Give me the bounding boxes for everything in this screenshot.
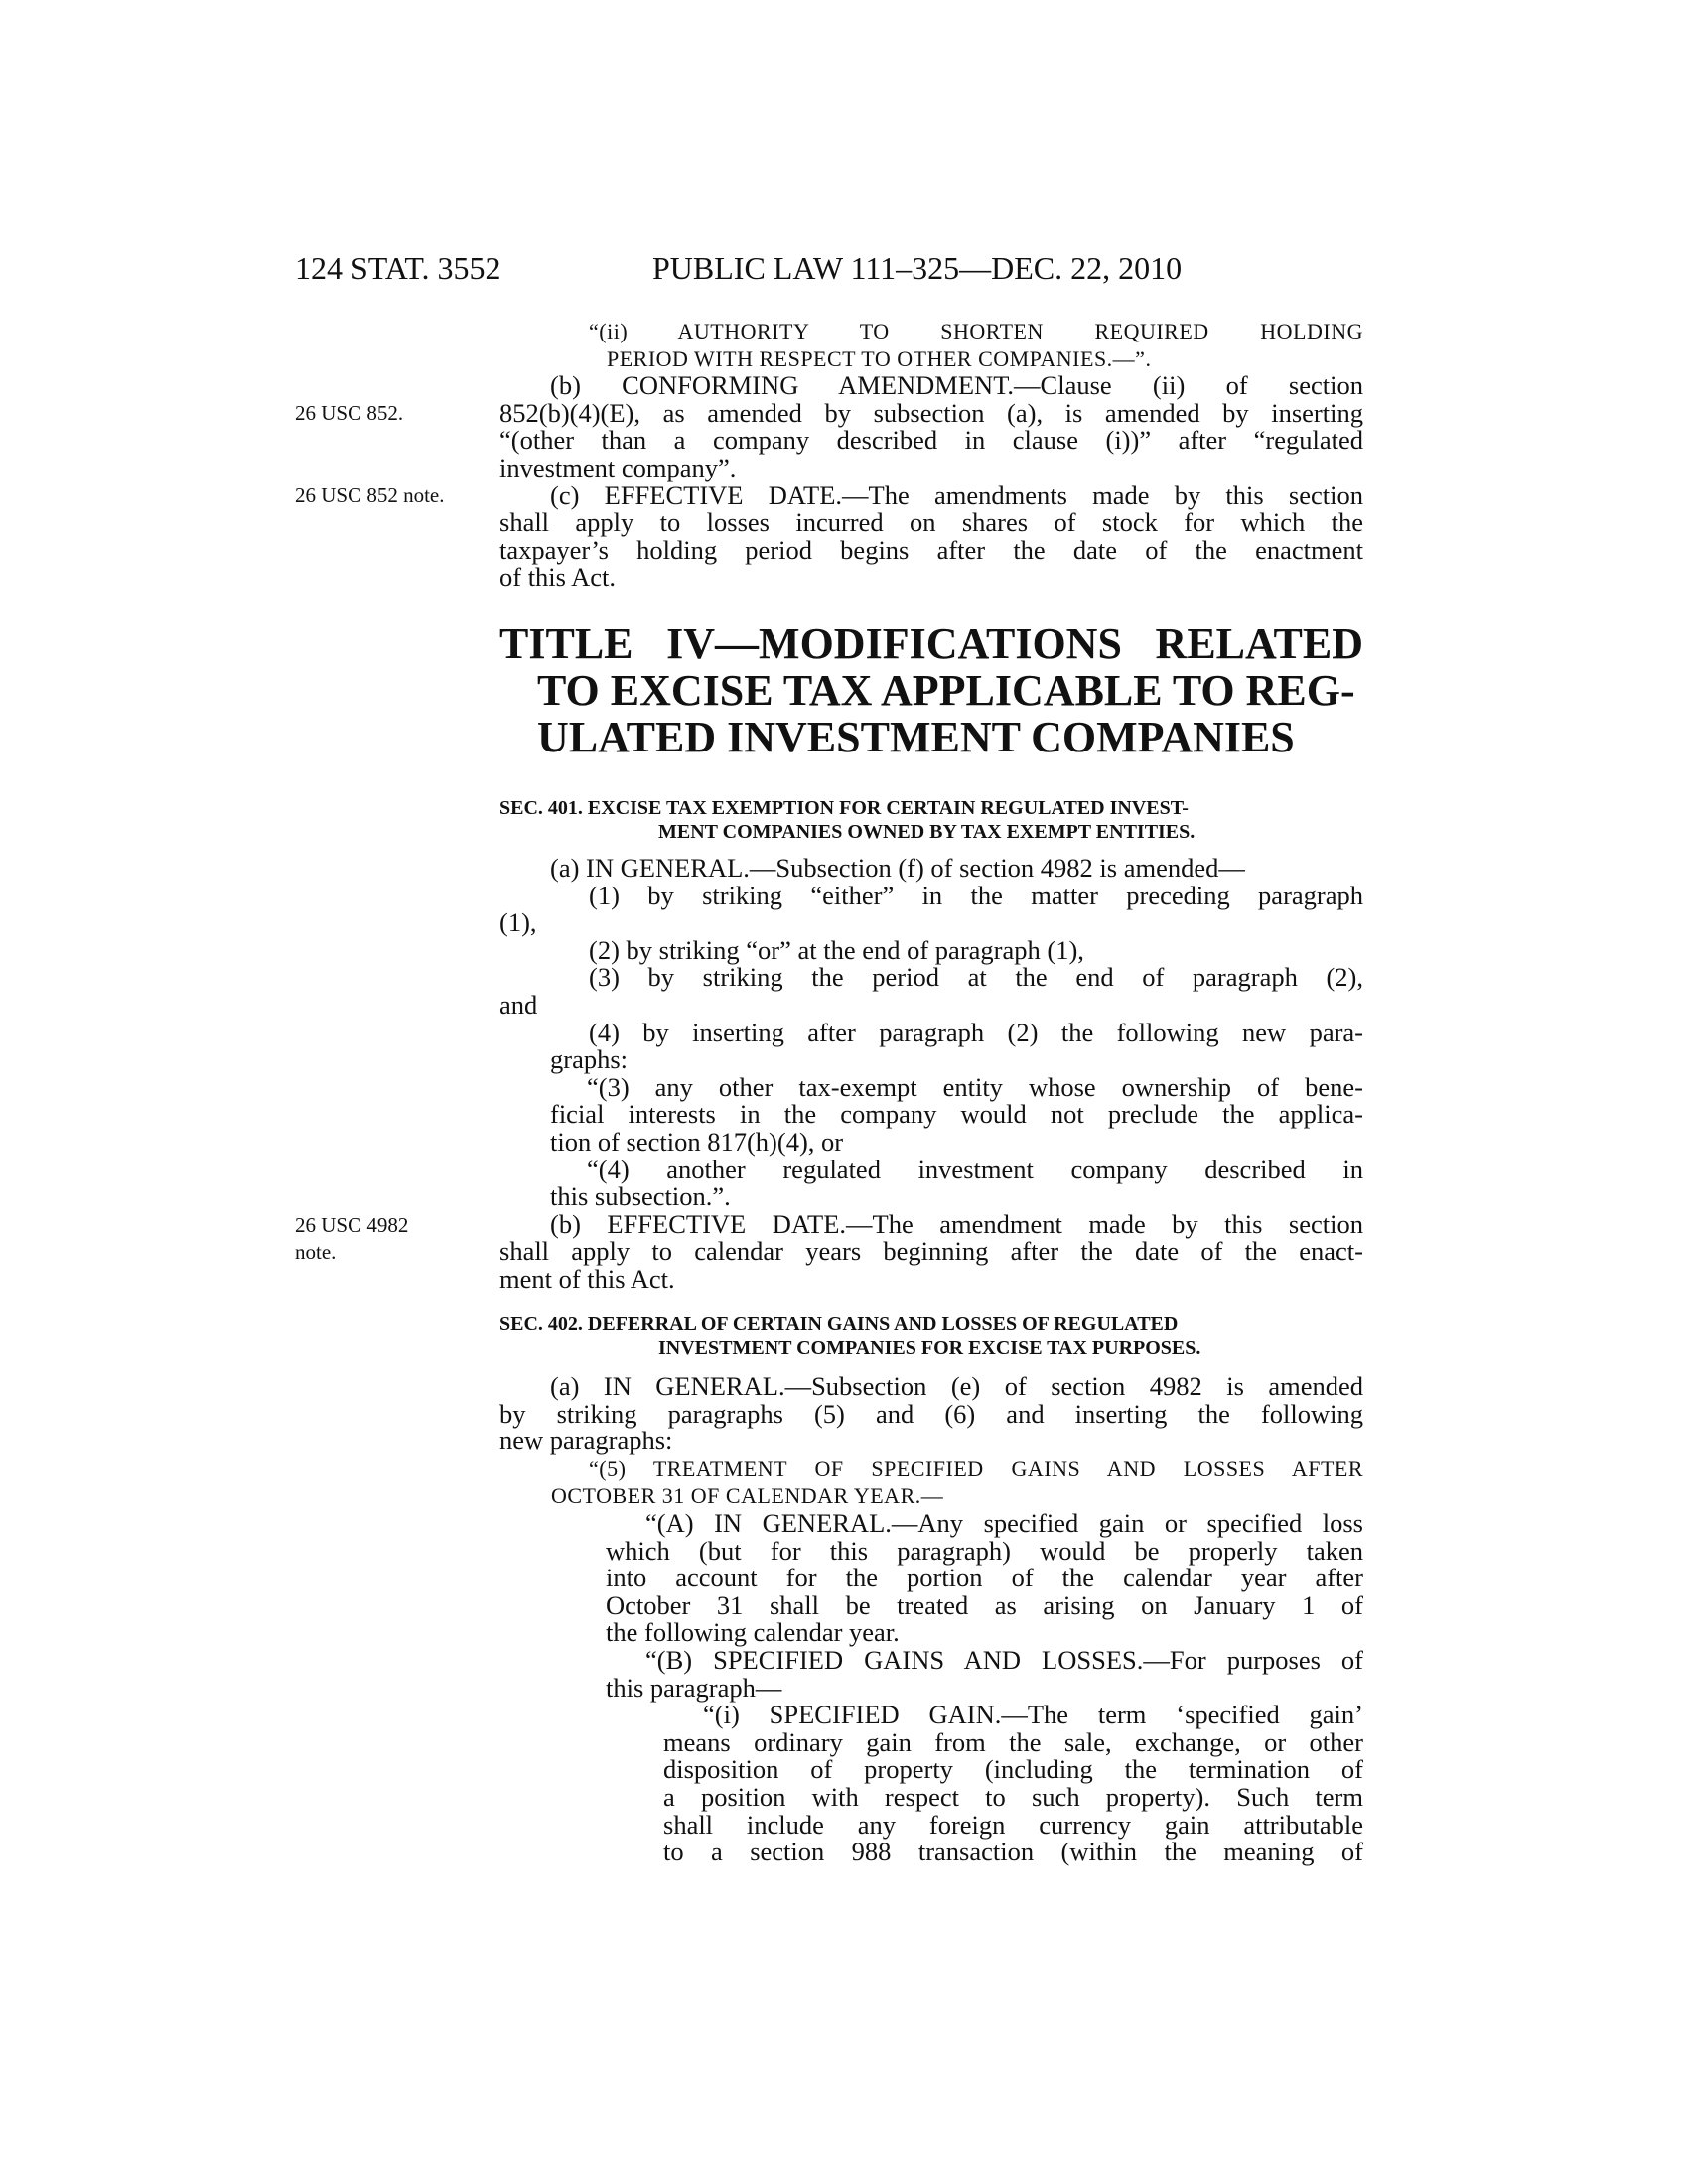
section-heading-line: MENT COMPANIES OWNED BY TAX EXEMPT ENTITIES. xyxy=(658,821,1196,843)
text-line: which (but for this paragraph) would be properly taken xyxy=(606,1535,1363,1566)
margin-note-usc-852: 26 USC 852. xyxy=(295,401,404,425)
text-line: (b) EFFECTIVE DATE.—The amendment made by this section xyxy=(550,1208,1363,1239)
text-line: (c) EFFECTIVE DATE.—The amendments made by this section xyxy=(550,479,1363,510)
margin-note-usc-4982-note xyxy=(295,1212,464,1266)
text-line: shall apply to losses incurred on shares of stock for which the xyxy=(499,507,1363,538)
title-line: TITLE IV—MODIFICATIONS RELATED xyxy=(499,619,1363,668)
text-line: this subsection.”. xyxy=(550,1181,731,1212)
text-line: “(ii) AUTHORITY TO SHORTEN REQUIRED HOLDING xyxy=(589,319,1363,343)
text-line: into account for the portion of the calendar year after xyxy=(606,1563,1363,1593)
section-heading-402 xyxy=(499,1312,1363,1360)
text-line: “(B) SPECIFIED GAINS AND LOSSES.—For purposes of xyxy=(645,1644,1363,1675)
text-line: a position with respect to such property). Such term xyxy=(663,1781,1363,1812)
text-line: OCTOBER 31 OF CALENDAR YEAR.— xyxy=(551,1483,944,1509)
section-heading-401 xyxy=(499,796,1363,844)
text-line: (b) CONFORMING AMENDMENT.—Clause (ii) of section xyxy=(550,370,1363,401)
text-line: (3) by striking the period at the end of paragraph (2), xyxy=(589,962,1363,993)
title-line: ULATED INVESTMENT COMPANIES xyxy=(537,713,1295,761)
text-line: taxpayer’s holding period begins after the date of the enactment xyxy=(499,534,1363,565)
section-402-body xyxy=(499,1373,1363,1866)
text-line: shall include any foreign currency gain attributable xyxy=(663,1809,1363,1840)
text-line: new paragraphs: xyxy=(499,1426,673,1456)
text-line: to a section 988 transaction (within the meaning of xyxy=(663,1837,1363,1867)
text-line: the following calendar year. xyxy=(606,1617,900,1648)
section-401-body xyxy=(499,855,1363,1294)
text-line: disposition of property (including the termination of xyxy=(663,1754,1363,1785)
margin-note-line: 26 USC 4982 xyxy=(295,1213,409,1237)
page-stat-number: 124 STAT. 3552 xyxy=(295,250,501,286)
text-line: October 31 shall be treated as arising on January 1 of xyxy=(606,1589,1363,1620)
text-line: ficial interests in the company would not preclude the applica- xyxy=(550,1099,1363,1130)
text-line: and xyxy=(499,989,538,1020)
text-line: (4) by inserting after paragraph (2) the following new para- xyxy=(589,1017,1363,1047)
title-line: TO EXCISE TAX APPLICABLE TO REG- xyxy=(537,666,1355,715)
running-head: PUBLIC LAW 111–325—DEC. 22, 2010 xyxy=(652,250,1183,286)
text-line: 852(b)(4)(E), as amended by subsection (a), is amended by inserting xyxy=(499,397,1363,428)
text-line: shall apply to calendar years beginning after the date of the enact- xyxy=(499,1236,1363,1267)
text-line: “(A) IN GENERAL.—Any specified gain or specified loss xyxy=(645,1507,1363,1538)
text-line: by striking paragraphs (5) and (6) and inserting the following xyxy=(499,1398,1363,1429)
text-line: ment of this Act. xyxy=(499,1263,675,1294)
text-line: of this Act. xyxy=(499,562,617,593)
section-heading-line: SEC. 401. EXCISE TAX EXEMPTION FOR CERTAIN REGULATED INVEST- xyxy=(499,797,1189,819)
text-line: “(4) another regulated investment company described in xyxy=(587,1154,1363,1184)
text-line: means ordinary gain from the sale, exchange, or other xyxy=(663,1726,1363,1757)
section-heading-line: SEC. 402. DEFERRAL OF CERTAIN GAINS AND LOSSES OF REGULATED xyxy=(499,1313,1179,1335)
text-line: graphs: xyxy=(550,1044,629,1075)
margin-note-usc-852-note: 26 USC 852 note. xyxy=(295,483,445,507)
margin-note-line: note. xyxy=(295,1240,337,1264)
text-line: “(3) any other tax-exempt entity whose ownership of bene- xyxy=(587,1071,1363,1102)
top-block xyxy=(499,318,1363,592)
text-line: “(i) SPECIFIED GAIN.—The term ‘specified gain’ xyxy=(703,1700,1363,1730)
text-line: (a) IN GENERAL.—Subsection (e) of section 4982 is amended xyxy=(550,1371,1363,1401)
text-line: “(other than a company described in clause (i))” after “regulated xyxy=(499,425,1363,456)
section-heading-line: INVESTMENT COMPANIES FOR EXCISE TAX PURPOSES. xyxy=(658,1337,1201,1359)
text-line: tion of section 817(h)(4), or xyxy=(550,1126,844,1157)
text-line: (2) by striking “or” at the end of paragraph (1), xyxy=(589,934,1084,965)
text-line: (1) by striking “either” in the matter preceding paragraph xyxy=(589,880,1363,910)
text-line: (a) IN GENERAL.—Subsection (f) of section 4982 is amended— xyxy=(550,853,1245,883)
text-line: PERIOD WITH RESPECT TO OTHER COMPANIES.—”. xyxy=(607,345,1152,371)
title-heading xyxy=(499,620,1363,760)
text-line: (1), xyxy=(499,907,537,938)
text-line: “(5) TREATMENT OF SPECIFIED GAINS AND LOSSES AFTER xyxy=(589,1455,1363,1481)
text-line: investment company”. xyxy=(499,452,737,482)
text-line: this paragraph— xyxy=(606,1672,782,1703)
